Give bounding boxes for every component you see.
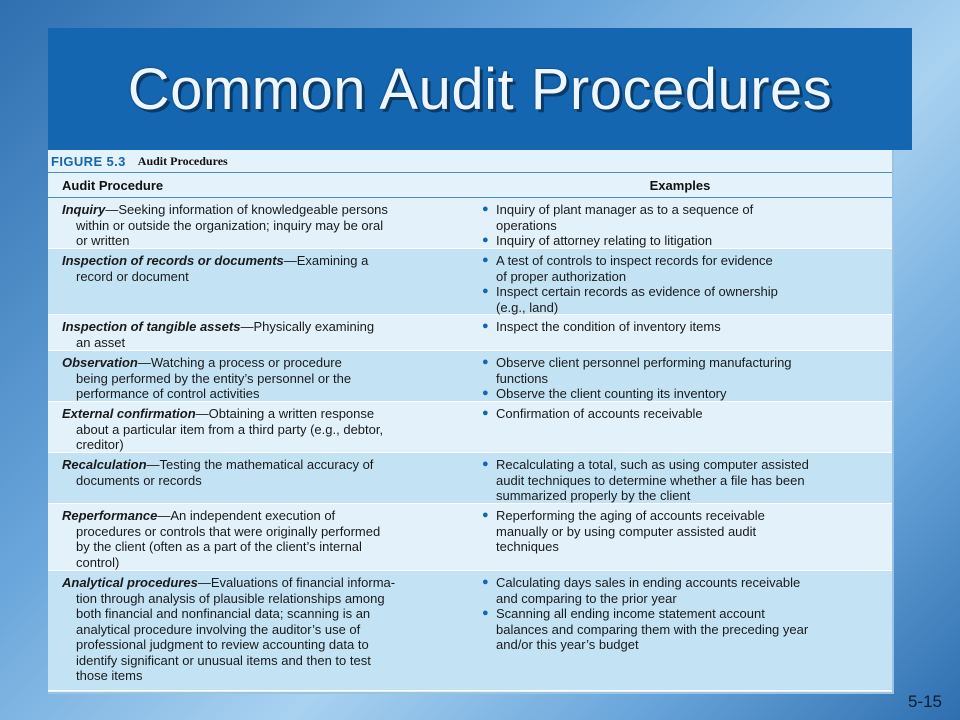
examples-cell <box>468 504 892 570</box>
procedure-description: or written <box>76 233 130 248</box>
example-text <box>496 202 753 233</box>
example-line: Calculating days sales in ending accounts receivable <box>496 575 801 590</box>
procedure-term: Inspection of tangible assets <box>62 319 241 334</box>
procedure-description: performance of control activities <box>76 386 260 401</box>
procedure-cell <box>48 198 468 248</box>
procedure-description: tion through analysis of plausible relationships among <box>76 590 385 606</box>
procedure-description: being performed by the entity’s personnel or the <box>76 370 352 386</box>
column-headers <box>48 172 892 198</box>
example-item <box>482 253 880 284</box>
example-item <box>482 319 880 335</box>
page-number: 5-15 <box>907 692 942 711</box>
example-line: balances and comparing them with the preceding year <box>496 621 809 637</box>
procedure-description: creditor) <box>76 437 124 452</box>
procedure-first-line <box>62 355 342 370</box>
example-line: Inquiry of plant manager as to a sequence of <box>496 202 754 217</box>
procedure-first-line <box>62 253 368 268</box>
bullet-icon: ● <box>482 203 489 215</box>
examples-cell <box>468 351 892 401</box>
procedure-description: control) <box>76 554 120 570</box>
procedure-term: Inspection of records or documents <box>62 253 284 268</box>
examples-cell <box>468 315 892 350</box>
table-row <box>48 571 892 691</box>
slide-title: Common Audit Procedures <box>127 56 833 122</box>
example-line: of proper authorization <box>496 268 627 284</box>
example-item <box>482 355 880 386</box>
procedure-first-line <box>62 406 374 421</box>
procedure-term: Recalculation <box>62 457 147 472</box>
bullet-icon: ● <box>482 320 489 332</box>
examples-cell <box>468 453 892 503</box>
example-item <box>482 575 880 606</box>
procedure-cell <box>48 453 468 503</box>
example-text <box>496 355 792 386</box>
examples-cell <box>468 198 892 248</box>
example-item <box>482 457 880 504</box>
table-row <box>48 402 892 453</box>
figure-number: FIGURE 5.3 <box>51 153 126 169</box>
example-text <box>496 508 765 555</box>
procedure-description: those items <box>76 668 143 683</box>
example-line: and/or this year’s budget <box>496 637 639 652</box>
example-line: and comparing to the prior year <box>496 590 677 606</box>
figure-header <box>48 150 892 172</box>
procedure-description: by the client (often as a part of the client’s internal <box>76 539 362 554</box>
example-line: manually or by using computer assisted audit <box>496 523 757 539</box>
table-row <box>48 504 892 571</box>
procedure-term: Inquiry <box>62 202 106 217</box>
procedure-description: professional judgment to review accounting data to <box>76 637 369 652</box>
procedure-term: Observation <box>62 355 138 370</box>
procedure-first-line <box>62 319 374 334</box>
bullet-icon: ● <box>482 234 489 246</box>
procedure-description: —Examining a <box>283 253 369 268</box>
table-row <box>48 453 892 504</box>
procedure-first-line <box>62 508 335 523</box>
procedure-description: procedures or controls that were originally performed <box>76 523 381 539</box>
example-line: Inquiry of attorney relating to litigation <box>496 233 713 248</box>
example-line: Inspect the condition of inventory items <box>496 319 721 334</box>
procedure-description: —An independent execution of <box>157 508 336 523</box>
table-row <box>48 198 892 249</box>
procedure-cell <box>48 402 468 452</box>
procedure-term: Analytical procedures <box>62 575 198 590</box>
column-header-examples: Examples <box>649 177 711 193</box>
procedure-first-line <box>62 202 388 217</box>
procedure-cell <box>48 571 468 690</box>
procedure-description: about a particular item from a third party (e.g., debtor, <box>76 421 384 437</box>
example-line: Observe client personnel performing manufacturing <box>496 355 792 370</box>
bullet-icon: ● <box>482 458 489 470</box>
example-line: (e.g., land) <box>496 299 559 315</box>
procedure-description: —Obtaining a written response <box>195 406 375 421</box>
title-bar <box>48 28 912 150</box>
example-line: Observe the client counting its inventory <box>496 386 727 401</box>
example-item <box>482 606 880 653</box>
procedure-description: documents or records <box>76 472 202 488</box>
example-text <box>496 319 721 335</box>
procedure-description: an asset <box>76 334 126 350</box>
procedure-description: —Physically examining <box>240 319 375 334</box>
examples-cell <box>468 571 892 690</box>
example-item <box>482 386 880 402</box>
example-text <box>496 386 727 402</box>
bullet-icon: ● <box>482 285 489 297</box>
procedure-cell <box>48 504 468 570</box>
example-text <box>496 233 712 249</box>
bullet-icon: ● <box>482 407 489 419</box>
example-line: Inspect certain records as evidence of ownership <box>496 284 778 299</box>
example-item <box>482 202 880 233</box>
procedure-description: —Watching a process or procedure <box>137 355 342 370</box>
bullet-icon: ● <box>482 387 489 399</box>
procedure-description: —Testing the mathematical accuracy of <box>146 457 374 472</box>
procedure-first-line <box>62 457 373 472</box>
procedure-cell <box>48 315 468 350</box>
bullet-icon: ● <box>482 576 489 588</box>
procedure-cell <box>48 249 468 314</box>
example-line: A test of controls to inspect records for evidence <box>496 253 773 268</box>
example-line: operations <box>496 217 557 233</box>
examples-cell <box>468 402 892 452</box>
procedure-description: —Evaluations of financial informa- <box>197 575 396 590</box>
procedure-description: both financial and nonfinancial data; scanning is an <box>76 606 371 621</box>
procedure-description: analytical procedure involving the auditor’s use of <box>76 621 361 637</box>
figure-table <box>48 150 894 694</box>
example-item <box>482 508 880 555</box>
example-text <box>496 284 778 315</box>
bullet-icon: ● <box>482 607 489 619</box>
procedure-description: identify significant or unusual items and then to test <box>76 652 371 668</box>
table-row <box>48 249 892 315</box>
bullet-icon: ● <box>482 509 489 521</box>
examples-cell <box>468 249 892 314</box>
table-row <box>48 351 892 402</box>
example-text <box>496 606 808 653</box>
example-line: Reperforming the aging of accounts receivable <box>496 508 765 523</box>
example-item <box>482 406 880 422</box>
column-header-procedure: Audit Procedure <box>62 177 164 193</box>
procedure-cell <box>48 351 468 401</box>
example-item <box>482 233 880 249</box>
table-body <box>48 198 892 691</box>
example-item <box>482 284 880 315</box>
procedure-term: Reperformance <box>62 508 158 523</box>
table-row <box>48 315 892 351</box>
bullet-icon: ● <box>482 356 489 368</box>
procedure-term: External confirmation <box>62 406 196 421</box>
example-line: summarized properly by the client <box>496 488 691 503</box>
example-text <box>496 575 800 606</box>
example-text <box>496 457 809 504</box>
example-line: functions <box>496 370 549 386</box>
bullet-icon: ● <box>482 254 489 266</box>
procedure-description: record or document <box>76 268 189 284</box>
procedure-first-line <box>62 575 395 590</box>
example-text <box>496 406 703 422</box>
example-line: techniques <box>496 539 559 554</box>
figure-title: Audit Procedures <box>137 153 228 168</box>
example-line: Recalculating a total, such as using computer assisted <box>496 457 809 472</box>
example-line: audit techniques to determine whether a file has been <box>496 472 805 488</box>
example-text <box>496 253 773 284</box>
example-line: Scanning all ending income statement account <box>496 606 765 621</box>
procedure-description: within or outside the organization; inquiry may be oral <box>76 217 384 233</box>
procedure-description: —Seeking information of knowledgeable persons <box>105 202 388 217</box>
example-line: Confirmation of accounts receivable <box>496 406 703 421</box>
